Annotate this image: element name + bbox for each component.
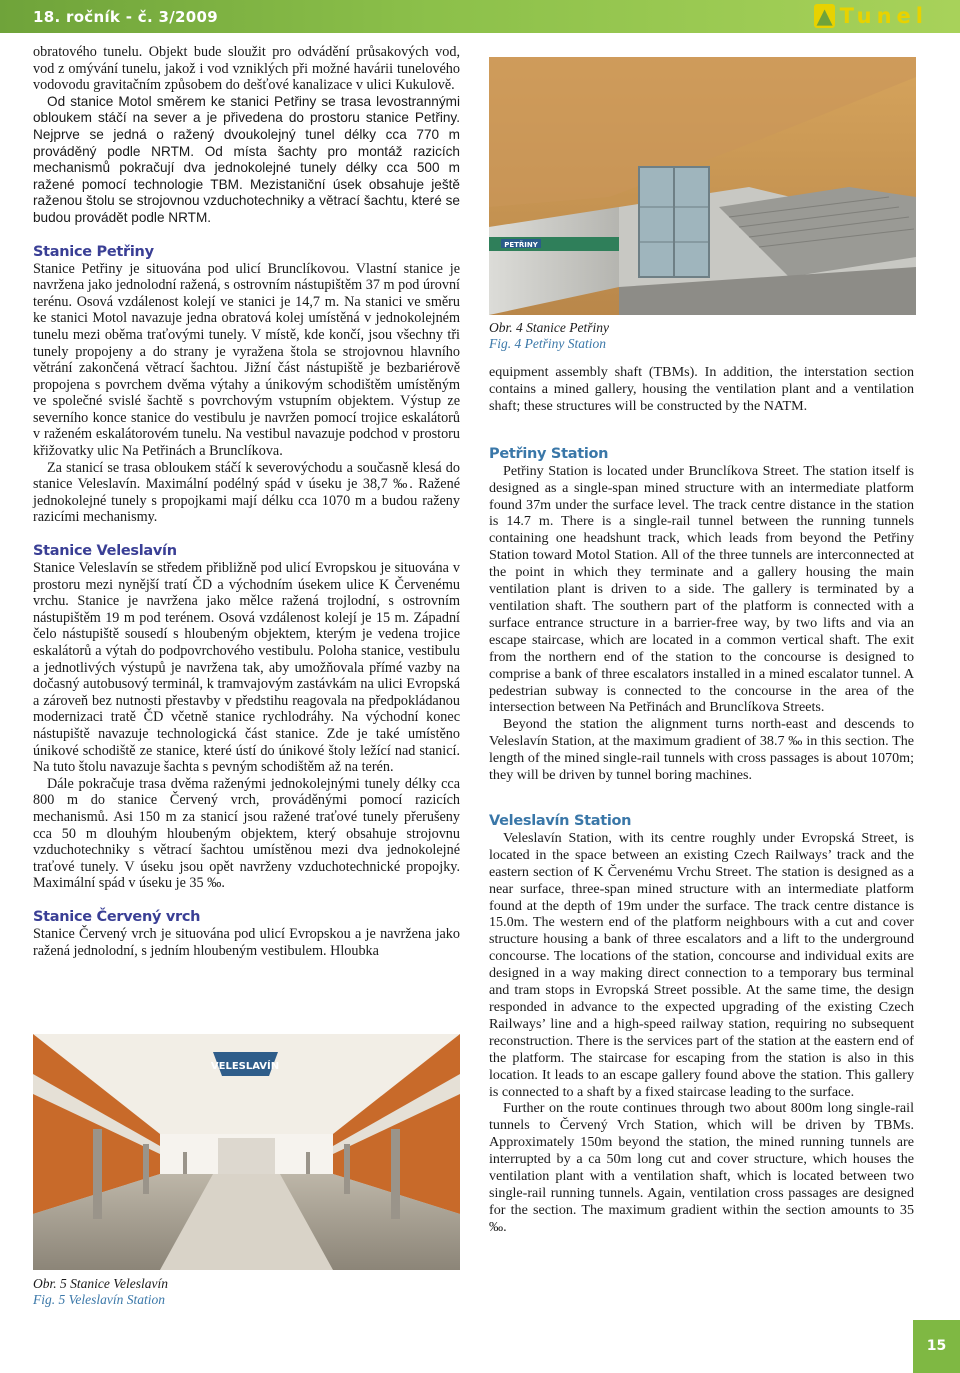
- station-render-image: [489, 57, 916, 315]
- paragraph: obratového tunelu. Objekt bude sloužit pro odvádění průsakových vod, vod z omývání tunelu, jakož i vod vzniklých při možné havárii tunelového vodovodu gravitačním způsobem do dešťové kanalizace v ulici Kukulově.: [33, 44, 460, 94]
- paragraph: equipment assembly shaft (TBMs). In addition, the interstation section contains a mined gallery, housing the ventilation plant and a ventilation shaft; these structures will be constructed by the NATM.: [489, 364, 914, 414]
- tunel-logo: [814, 4, 928, 28]
- heading-petriny-cz: Stanice Petřiny: [33, 243, 154, 260]
- caption-fig5: [33, 1276, 168, 1308]
- caption-fig5-cz: Obr. 5 Stanice Veleslavín: [33, 1276, 168, 1291]
- issue-label: 18. ročník - č. 3/2009: [33, 8, 218, 26]
- right-column: [489, 364, 914, 1236]
- paragraph: Stanice Veleslavín se středem přibližně pod ulicí Evropskou je situována v prostoru mezi nynější tratí ČD a východním úsekem ulice K Červenému vrchu. Stanice je navržena jako mělce ražená trojlodní, s ostrovním nástupištěm 19 m pod terénem. Osová vzdálenost kolejí je 15 m. Západní čelo nástupiště sousedí s hloubeným objektem, kterým je vedena trojice eskalátorů a výtah do podpovrchového vestibulu. Poloha stanice, vestibulu a jednotlivých výstupů je navržena tak, aby umožňovala přímé vazby na dočasný autobusový terminál, k tramvajovým zastávkám na ulici Evropská a zároveň bez nutnosti přestavby v předstihu reagovala na předpokládanou modernizaci tratě ČD včetně stanice rychlodráhy. Na východní konec nástupiště navazuje technologická část stanice. Zde je také umístěno únikové schodiště ze stanice, které ústí do únikové štoly ležící nad stanicí. Na tuto štolu navazuje šachta s pevným schodištěm až na terén.: [33, 560, 460, 776]
- figure-veleslavin-station: [33, 1034, 460, 1270]
- caption-fig4-en: Fig. 4 Petřiny Station: [489, 336, 606, 351]
- paragraph: Petřiny Station is located under Brunclíkova Street. The station itself is designed as a single-span mined structure with an intermediate platform found 37m under the surface level. The track centre distance in the station is 14.7 m. There is a single-rail tunnel between the running tunnels containing one headshunt track, which leads from beyond the Petřiny Station toward Motol Station. All of the three tunnels are interconnected at the point in which they terminate and a gallery housing the main ventilation plant is driven to a side. The gallery is terminated by a ventilation shaft. The southern part of the platform is connected with a surface entrance structure in a barrier-free way, by two lifts and via an escape staircase, which are located in a common vertical shaft. The exit from the northern end of the station to the concourse is designed to comprise a bank of three escalators installed in a mined escalator tunnel. A pedestrian subway is connected to the concourse in the area of the intersection between Na Petřinách and Brunclíkova Streets.: [489, 462, 914, 716]
- paragraph: Stanice Petřiny je situována pod ulicí Brunclíkovou. Vlastní stanice je navržena jako jednolodní ražená, s ostrovním nástupištěm 37 m pod úrovní terénu. Osová vzdálenost kolejí ve stanici je 14,7 m. Na stanici ve směru ke stanici Motol navazuje jedna obratová kolej umístěná v jednokolejném tunelu mezi oběma traťovými tunely. V místě, kde končí, jsou všechny tři tunely propojeny a do strany je vyražena štola se strojovnou hlavního větrání zakončená větrací šachtou. Jižní část nástupiště je bezbariérově propojena s povrchem dvěma výtahy a únikovým schodištěm umístěným ve společné svislé šachtě s povrchovým vstupním objektem. Výstup ze severního konce stanice do vestibulu je navržen pomocí trojice eskalátorů v raženém eskalátorovém tunelu. Na vestibul navazuje podchod v prostoru křižovatky ulic Na Petřinách a Brunclíkova.: [33, 260, 460, 460]
- caption-fig4: [489, 320, 609, 352]
- paragraph: Beyond the station the alignment turns north-east and descends to Veleslavín Station, at the maximum gradient of 38.7 ‰ in this section. The length of the mined single-rail tunnels with cross passages is about 1070m; they will be driven by tunnel boring machines.: [489, 716, 914, 784]
- heading-cerveny-vrch-cz: Stanice Červený vrch: [33, 908, 201, 925]
- station-sign-label: PETŘINY: [504, 241, 538, 249]
- paragraph: Od stanice Motol směrem ke stanici Petřiny se trasa levostrannými obloukem stáčí na sever a je přivedena do prostoru stanice Petřiny. Nejprve se jedná o ražený dvoukolejný tunel délky cca 770 m prováděný podle NRTM. Od místa šachty pro montáž razicích mechanismů pokračují dva jednokolejné tunely délky cca 500 m ražené pomocí technologie TBM. Mezistaniční úsek obsahuje ještě raženou štolu se strojovnou vzduchotechniky a větrací šachtu, které se budou provádět podle NRTM.: [33, 93, 460, 225]
- heading-veleslavin-cz: Stanice Veleslavín: [33, 543, 177, 560]
- logo-mark-icon: ▲: [816, 4, 833, 28]
- station-render-image: [33, 1034, 460, 1270]
- heading-veleslavin-en: Veleslavín Station: [489, 812, 632, 829]
- paragraph: Further on the route continues through two about 800m long single-rail tunnels to Červený Vrch Station, which will be driven by TBMs. Approximately 150m beyond the station, the mined running tunnels are interrupted by a ca 50m long cut and cover structure, which houses the ventilation plant with a ventilation shaft, which is located between two single-rail running tunnels. Again, ventilation cross passages are designed for the section. The maximum gradient within the section amounts to 35 ‰.: [489, 1100, 914, 1235]
- left-column: [33, 44, 460, 959]
- paragraph: Veleslavín Station, with its centre roughly under Evropská Street, is located in the space between an existing Czech Railways’ track and the eastern section of K Červenému Vrchu Street. The station is designed as a near surface, three-span mined structure with an intermediate platform found at the depth of 19m under the surface. The track centre distance is 15.0m. The western end of the platform neighbours with a cut and cover structure housing a bank of three escalators and a lift to the underground concourse. The locations of the station, concourse and individual exits are designed in a way making direct connection to a temporary bus terminal and tram stops in Evropská Street possible. At the same time, the design responded in advance to the expected upgrading of the existing Czech Railways’ line and a high-speed railway station, requiring no subsequent reconstruction. There is the services part of the station at the eastern end of the platform. The staircase for escaping from the station is also in this location. It leads to an escape gallery found above the station. This gallery is connected to a shaft by a fixed staircase leading to the surface.: [489, 829, 914, 1100]
- heading-petriny-en: Petřiny Station: [489, 445, 609, 462]
- caption-fig5-en: Fig. 5 Veleslavín Station: [33, 1292, 165, 1307]
- caption-fig4-cz: Obr. 4 Stanice Petřiny: [489, 320, 609, 335]
- paragraph: Dále pokračuje trasa dvěma raženými jednokolejnými tunely délky cca 800 m do stanice Červený vrch, prováděnými pomocí razicích mechanismů. Asi 150 m za stanicí jsou ražené traťové tunely přerušeny cca 50 m dlouhým hloubeným objektem, který obsahuje strojovnu vzduchotechniky s větrací šachtou umístěnou mezi dva jednokolejné traťové tunely. V úseku jsou opět navrženy vzduchotechnické propojky. Maximální spád v úseku je 35 ‰.: [33, 775, 460, 892]
- paragraph: Stanice Červený vrch je situována pod ulicí Evropskou a je navržena jako ražená jednolodní, s jedním hloubeným vestibulem. Hloubka: [33, 925, 460, 959]
- page-number: 15: [913, 1320, 960, 1373]
- logo-text: Tunel: [839, 4, 928, 28]
- figure-petriny-station: [489, 57, 916, 315]
- station-sign-label: VELESLAVÍN: [210, 1061, 280, 1072]
- page-header: [0, 0, 960, 33]
- paragraph: Za stanicí se trasa obloukem stáčí k severovýchodu a současně klesá do stanice Veleslavín. Maximální podélný spád v úseku je 38,7 ‰. Ražené jednokolejné tunely s propojkami mají délku cca 1070 m a budou raženy razicími mechanismy.: [33, 459, 460, 526]
